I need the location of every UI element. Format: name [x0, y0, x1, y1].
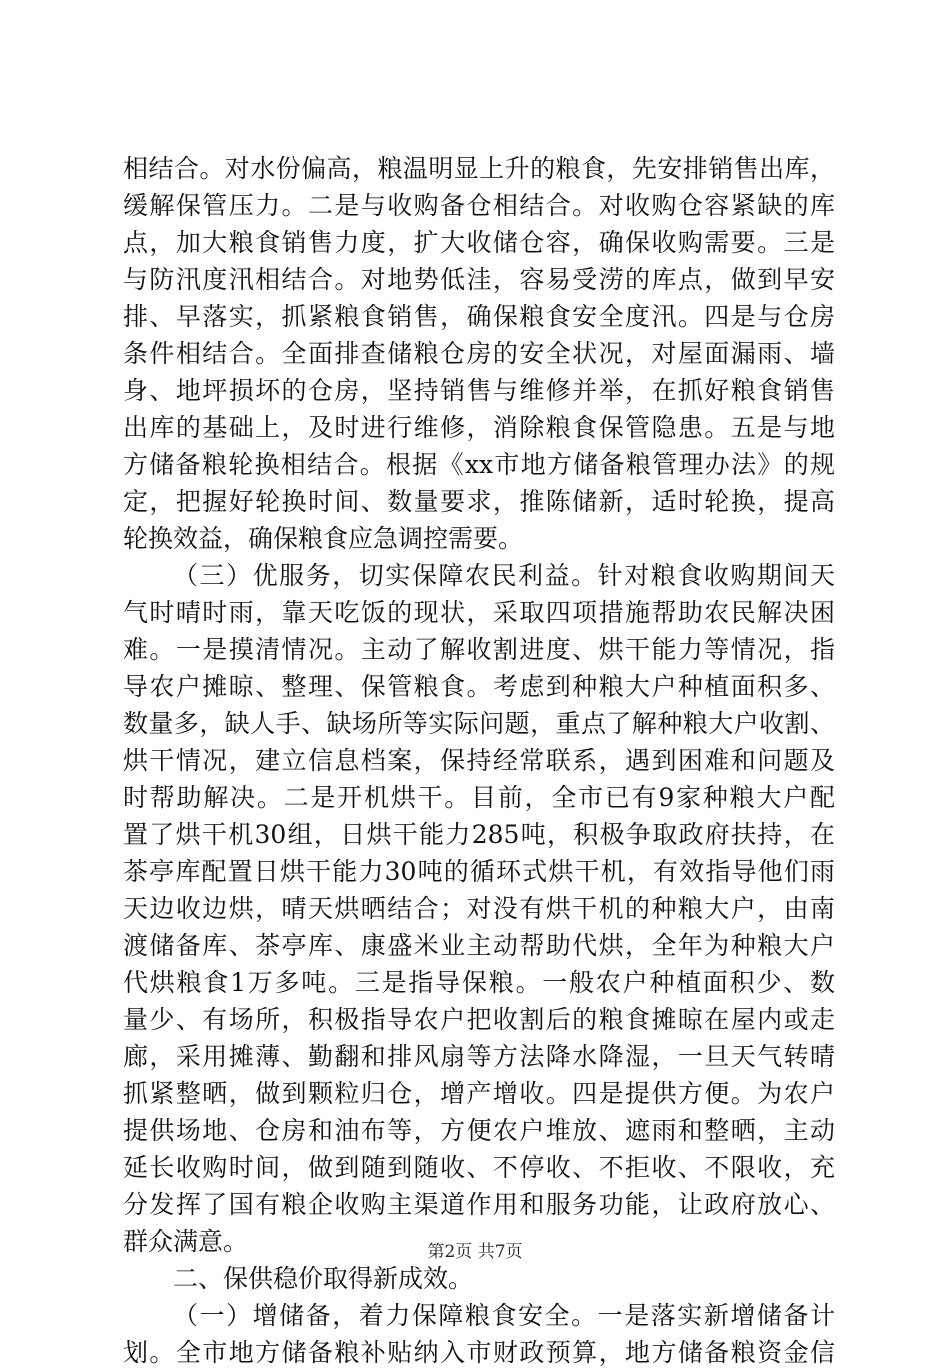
text-line: 难。一是摸清情况。主动了解收割进度、烘干能力等情况，指 — [123, 635, 835, 664]
text-line: 气时晴时雨，靠天吃饭的现状，采取四项措施帮助农民解决困 — [123, 598, 835, 627]
paragraph-heading-line: （一）增储备，着力保障粮食安全。一是落实新增储备计 — [173, 1301, 835, 1330]
text-line: 点，加大粮食销售力度，扩大收储仓容，确保收购需要。三是 — [123, 228, 835, 257]
text-line: 定，把握好轮换时间、数量要求，推陈储新，适时轮换，提高 — [123, 487, 835, 516]
text-line: 出库的基础上，及时进行维修，消除粮食保管隐患。五是与地 — [123, 413, 835, 442]
text-line: 导农户摊晾、整理、保管粮食。考虑到种粮大户种植面积多、 — [123, 672, 835, 701]
text-line: 条件相结合。全面排查储粮仓房的安全状况，对屋面漏雨、墙 — [123, 339, 835, 368]
page-footer: 第2页 共7页 — [427, 1242, 523, 1262]
text-line: 与防汛度汛相结合。对地势低洼，容易受涝的库点，做到早安 — [123, 265, 835, 294]
text-line: 相结合。对水份偏高，粮温明显上升的粮食，先安排销售出库， — [123, 154, 835, 183]
text-line: 划。全市地方储备粮补贴纳入市财政预算，地方储备粮资金信 — [123, 1338, 835, 1367]
text-line: 置了烘干机30组，日烘干能力285吨，积极争取政府扶持，在 — [123, 820, 835, 849]
text-line: 量少、有场所，积极指导农户把收割后的粮食摊晾在屋内或走 — [123, 1005, 835, 1034]
text-line: 天边收边烘，晴天烘晒结合；对没有烘干机的种粮大户，由南 — [123, 894, 835, 923]
section-heading-line: 二、保供稳价取得新成效。 — [173, 1264, 474, 1293]
text-line: 时帮助解决。二是开机烘干。目前，全市已有9家种粮大户配 — [123, 783, 835, 812]
text-line: 分发挥了国有粮企收购主渠道作用和服务功能，让政府放心、 — [123, 1190, 835, 1219]
text-line: 缓解保管压力。二是与收购备仓相结合。对收购仓容紧缺的库 — [123, 191, 835, 220]
text-line: 廊，采用摊薄、勤翻和排风扇等方法降水降湿，一旦天气转晴 — [123, 1042, 835, 1071]
paragraph-heading-line: （三）优服务，切实保障农民利益。针对粮食收购期间天 — [173, 561, 835, 590]
text-line: 抓紧整晒，做到颗粒归仓，增产增收。四是提供方便。为农户 — [123, 1079, 835, 1108]
document-body — [123, 150, 835, 1371]
text-line: 渡储备库、茶亭库、康盛米业主动帮助代烘，全年为种粮大户 — [123, 931, 835, 960]
text-line: 排、早落实，抓紧粮食销售，确保粮食安全度汛。四是与仓房 — [123, 302, 835, 331]
text-line: 群众满意。 — [123, 1227, 249, 1256]
text-line: 提供场地、仓房和油布等，方便农户堆放、遮雨和整晒，主动 — [123, 1116, 835, 1145]
text-line: 方储备粮轮换相结合。根据《xx市地方储备粮管理办法》的规 — [123, 450, 835, 479]
text-line: 数量多，缺人手、缺场所等实际问题，重点了解种粮大户收割、 — [123, 709, 835, 738]
text-line: 烘干情况，建立信息档案，保持经常联系，遇到困难和问题及 — [123, 746, 835, 775]
text-line: 轮换效益，确保粮食应急调控需要。 — [123, 524, 524, 553]
text-line: 代烘粮食1万多吨。三是指导保粮。一般农户种植面积少、数 — [123, 968, 835, 997]
text-line: 延长收购时间，做到随到随收、不停收、不拒收、不限收，充 — [123, 1153, 835, 1182]
text-line: 身、地坪损坏的仓房，坚持销售与维修并举，在抓好粮食销售 — [123, 376, 835, 405]
text-line: 茶亭库配置日烘干能力30吨的循环式烘干机，有效指导他们雨 — [123, 857, 835, 886]
